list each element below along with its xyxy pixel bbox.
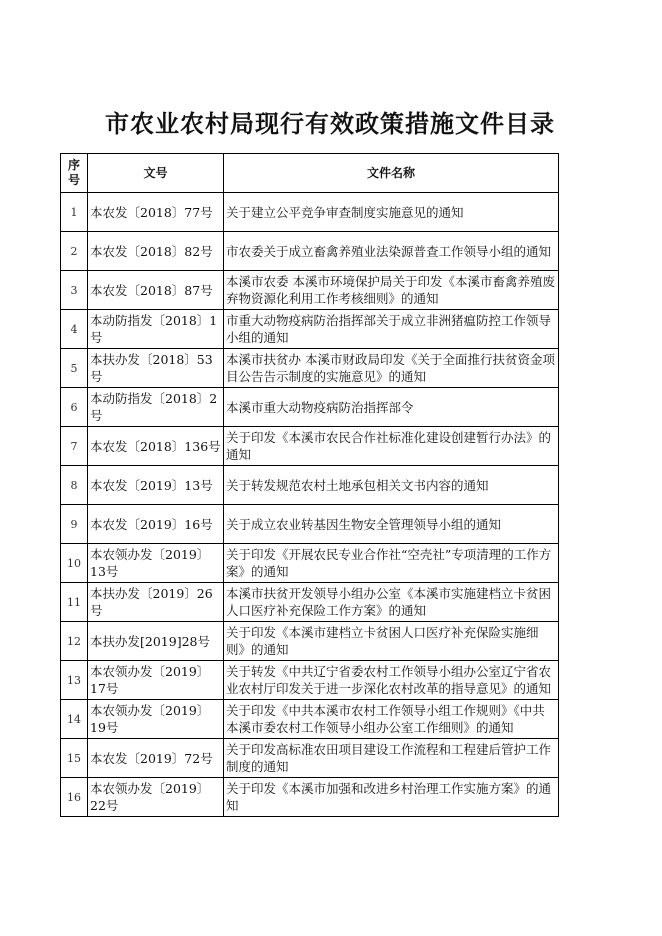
row-name-cell (224, 583, 559, 622)
row-seq: 6 (70, 400, 78, 414)
table-row (61, 544, 559, 583)
row-name-cell (224, 661, 559, 700)
row-doc-no: 本农发〔2019〕72号 (90, 750, 213, 766)
row-doc-no: 本农领办发〔2019〕22号 (90, 781, 210, 813)
row-name-cell (224, 271, 559, 310)
row-doc-no-cell (88, 661, 224, 700)
row-seq-cell (61, 193, 88, 232)
row-doc-no-cell (88, 622, 224, 661)
table-row (61, 271, 559, 310)
row-seq-cell (61, 388, 88, 427)
row-seq: 16 (67, 790, 81, 804)
table-row (61, 583, 559, 622)
row-seq: 14 (67, 712, 81, 726)
row-name: 关于建立公平竞争审查制度实施意见的通知 (226, 204, 464, 220)
row-name: 关于转发规范农村土地承包相关文书内容的通知 (226, 477, 489, 493)
row-doc-no-cell (88, 583, 224, 622)
row-seq: 9 (70, 517, 78, 531)
row-name: 本溪市扶贫开发领导小组办公室《本溪市实施建档立卡贫困人口医疗补充保险工作方案》的通知 (226, 586, 552, 618)
row-name: 市农委关于成立畜禽养殖业法染源普查工作领导小组的通知 (226, 243, 552, 259)
row-name-cell (224, 700, 559, 739)
header-doc-no: 文号 (88, 154, 224, 193)
row-seq-cell (61, 622, 88, 661)
row-name-cell (224, 622, 559, 661)
row-seq-cell (61, 700, 88, 739)
row-name-cell (224, 310, 559, 349)
row-seq-cell (61, 349, 88, 388)
row-name-cell (224, 739, 559, 778)
row-seq-cell (61, 466, 88, 505)
row-doc-no: 本农领办发〔2019〕13号 (90, 547, 210, 579)
row-seq: 10 (67, 556, 81, 570)
row-doc-no-cell (88, 232, 224, 271)
row-doc-no: 本扶办发〔2019〕26号 (90, 586, 213, 618)
row-seq-cell (61, 739, 88, 778)
row-doc-no: 本农发〔2018〕87号 (90, 282, 213, 298)
row-doc-no: 本扶办发[2019]28号 (90, 633, 210, 649)
row-name: 关于印发高标准农田项目建设工作流程和工程建后管护工作制度的通知 (226, 742, 552, 774)
row-seq: 15 (67, 751, 81, 765)
row-seq: 3 (70, 283, 78, 297)
row-seq-cell (61, 505, 88, 544)
table-row (61, 193, 559, 232)
row-name-cell (224, 544, 559, 583)
row-name: 关于印发《中共本溪市农村工作领导小组工作规则》《中共本溪市委农村工作领导小组办公室工作细则》的通知 (226, 703, 545, 735)
row-seq: 12 (67, 634, 81, 648)
row-doc-no-cell (88, 739, 224, 778)
table-row (61, 388, 559, 427)
row-seq: 5 (70, 361, 78, 375)
row-seq: 7 (70, 439, 78, 453)
row-seq-cell (61, 778, 88, 817)
row-name: 关于印发《本溪市建档立卡贫困人口医疗补充保险实施细则》的通知 (226, 625, 539, 657)
row-seq-cell (61, 310, 88, 349)
row-name: 本溪市农委 本溪市环境保护局关于印发《本溪市畜禽养殖废弃物资源化利用工作考核细则》的通知 (226, 274, 555, 306)
table-row (61, 661, 559, 700)
row-doc-no: 本农发〔2018〕82号 (90, 243, 213, 259)
row-seq: 11 (67, 595, 81, 609)
row-doc-no-cell (88, 700, 224, 739)
row-seq-cell (61, 661, 88, 700)
table-row (61, 349, 559, 388)
row-seq: 13 (67, 673, 81, 687)
row-doc-no-cell (88, 505, 224, 544)
table-row (61, 505, 559, 544)
row-doc-no: 本动防指发〔2018〕1号 (90, 313, 218, 345)
row-name: 关于印发《本溪市加强和改进乡村治理工作实施方案》的通知 (226, 781, 552, 813)
row-doc-no-cell (88, 466, 224, 505)
row-seq-cell (61, 232, 88, 271)
page-title: 市农业农村局现行有效政策措施文件目录 (105, 109, 555, 138)
row-name-cell (224, 466, 559, 505)
row-name: 关于印发《本溪市农民合作社标准化建设创建暂行办法》的通知 (226, 430, 552, 462)
row-name: 本溪市重大动物疫病防治指挥部令 (226, 399, 414, 415)
row-doc-no: 本农领办发〔2019〕17号 (90, 664, 210, 696)
row-seq-cell (61, 427, 88, 466)
row-doc-no: 本农发〔2019〕13号 (90, 477, 213, 493)
row-doc-no: 本农发〔2019〕16号 (90, 516, 213, 532)
table-row (61, 232, 559, 271)
row-name-cell (224, 505, 559, 544)
table-row (61, 739, 559, 778)
table-row (61, 310, 559, 349)
row-name: 本溪市扶贫办 本溪市财政局印发《关于全面推行扶贫资金项目公告告示制度的实施意见》的通知 (226, 352, 555, 384)
header-seq: 序号 (61, 154, 88, 193)
row-doc-no: 本农发〔2018〕77号 (90, 204, 213, 220)
policy-table (60, 153, 559, 817)
row-name: 关于转发《中共辽宁省委农村工作领导小组办公室辽宁省农业农村厅印发关于进一步深化农村改革的指导意见》的通知 (226, 664, 552, 696)
row-name: 关于成立农业转基因生物安全管理领导小组的通知 (226, 516, 502, 532)
row-doc-no-cell (88, 310, 224, 349)
row-doc-no-cell (88, 271, 224, 310)
row-doc-no-cell (88, 349, 224, 388)
header-name: 文件名称 (224, 154, 559, 193)
row-doc-no-cell (88, 193, 224, 232)
row-seq: 2 (70, 244, 78, 258)
row-doc-no-cell (88, 388, 224, 427)
row-doc-no: 本农领办发〔2019〕19号 (90, 703, 210, 735)
row-name: 关于印发《开展农民专业合作社“空壳社”专项清理的工作方案》的通知 (226, 547, 552, 579)
row-seq-cell (61, 583, 88, 622)
row-name: 市重大动物疫病防治指挥部关于成立非洲猪瘟防控工作领导小组的通知 (226, 313, 552, 345)
row-seq: 8 (70, 478, 78, 492)
row-doc-no: 本动防指发〔2018〕2号 (90, 391, 218, 423)
row-doc-no-cell (88, 778, 224, 817)
row-name-cell (224, 778, 559, 817)
row-name-cell (224, 232, 559, 271)
row-doc-no: 本扶办发〔2018〕53号 (90, 352, 213, 384)
row-doc-no: 本农发〔2018〕136号 (90, 438, 221, 454)
row-name-cell (224, 349, 559, 388)
row-seq-cell (61, 271, 88, 310)
row-doc-no-cell (88, 427, 224, 466)
table-row (61, 778, 559, 817)
row-seq: 1 (70, 205, 78, 219)
table-row (61, 466, 559, 505)
row-name-cell (224, 427, 559, 466)
table-row (61, 622, 559, 661)
table-header-row (61, 154, 559, 193)
row-name-cell (224, 193, 559, 232)
row-seq: 4 (70, 322, 78, 336)
table-row (61, 427, 559, 466)
row-seq-cell (61, 544, 88, 583)
row-name-cell (224, 388, 559, 427)
table-row (61, 700, 559, 739)
row-doc-no-cell (88, 544, 224, 583)
